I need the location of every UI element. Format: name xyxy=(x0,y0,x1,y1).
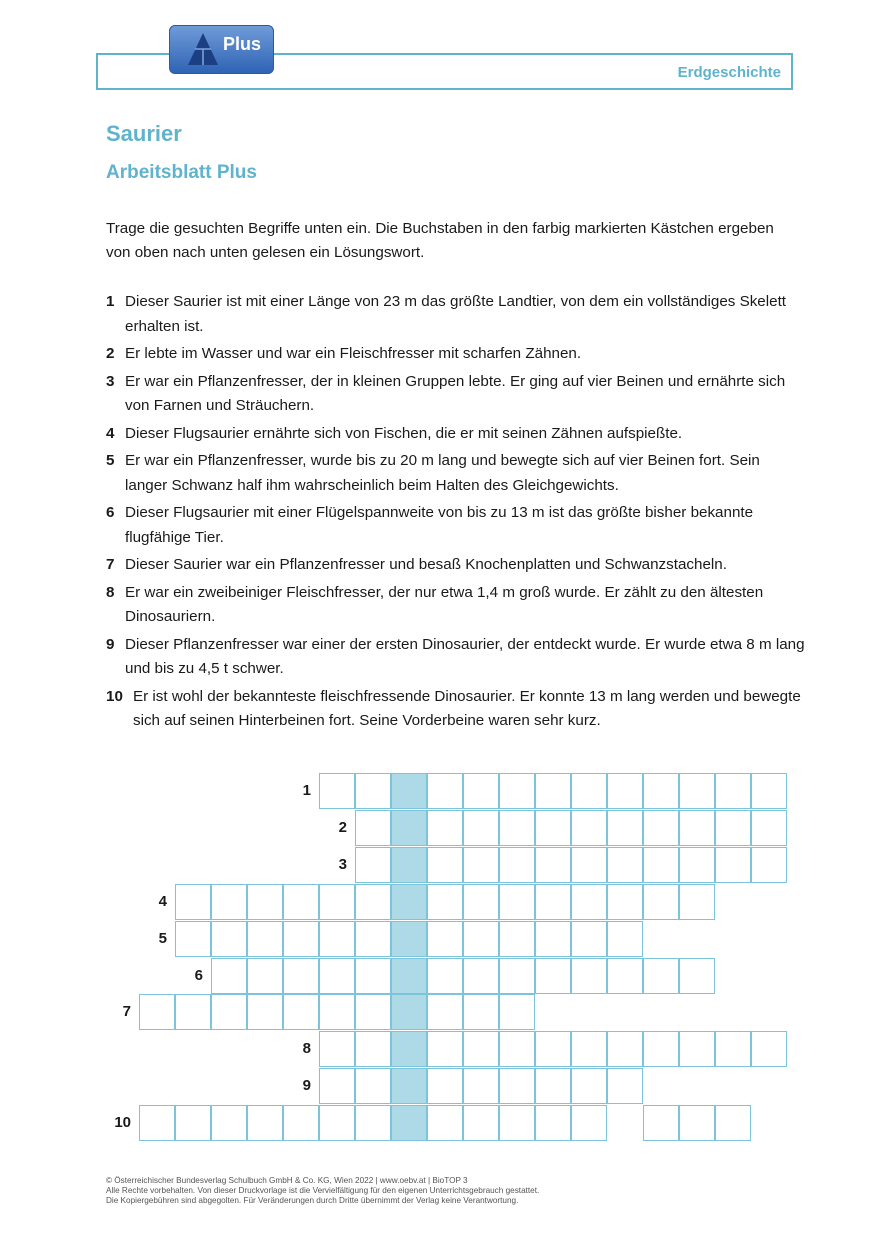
footer-copyright: © Österreichischer Bundesverlag Schulbuch GmbH & Co. KG, Wien 2022 | www.oebv.at | BioTOP 3 xyxy=(106,1176,468,1185)
letter-cell[interactable] xyxy=(463,810,499,846)
letter-cell[interactable] xyxy=(283,921,319,957)
letter-cell[interactable] xyxy=(463,921,499,957)
letter-cell[interactable] xyxy=(427,958,463,994)
letter-cell[interactable] xyxy=(319,1105,355,1141)
letter-cell[interactable] xyxy=(319,884,355,920)
letter-cell[interactable] xyxy=(463,1068,499,1104)
letter-cell[interactable] xyxy=(499,884,535,920)
intro-text: Trage die gesuchten Begriffe unten ein. Die Buchstaben in den farbig markierten Kästchen ergeben von oben nach unten gelesen ein Lösungswort. xyxy=(106,220,774,261)
letter-cell[interactable] xyxy=(319,773,355,809)
letter-cell[interactable] xyxy=(535,810,571,846)
letter-cell[interactable] xyxy=(139,994,175,1030)
clue-item xyxy=(106,342,806,367)
letter-cell[interactable] xyxy=(139,1105,175,1141)
letter-cell[interactable] xyxy=(571,773,607,809)
letter-cell[interactable] xyxy=(175,884,211,920)
letter-cell[interactable] xyxy=(535,884,571,920)
letter-cell[interactable] xyxy=(247,884,283,920)
clue-text: Dieser Flugsaurier ernährte sich von Fischen, die er mit seinen Zähnen aufspießte. xyxy=(125,424,683,442)
solution-cell[interactable] xyxy=(391,1105,427,1141)
letter-cell[interactable] xyxy=(355,921,391,957)
solution-cell[interactable] xyxy=(391,958,427,994)
letter-cell[interactable] xyxy=(319,1031,355,1067)
letter-cell[interactable] xyxy=(247,994,283,1030)
letter-cell[interactable] xyxy=(427,921,463,957)
solution-cell[interactable] xyxy=(391,847,427,883)
letter-cell[interactable] xyxy=(715,810,751,846)
crossword-grid xyxy=(0,773,890,1143)
clue-number: 8 xyxy=(106,583,115,601)
letter-cell[interactable] xyxy=(427,773,463,809)
letter-cell[interactable] xyxy=(427,994,463,1030)
letter-cell[interactable] xyxy=(427,1068,463,1104)
letter-cell[interactable] xyxy=(607,1068,643,1104)
letter-cell[interactable] xyxy=(643,1105,679,1141)
logo-text: Plus xyxy=(223,34,262,54)
solution-cell[interactable] xyxy=(391,810,427,846)
letter-cell[interactable] xyxy=(607,773,643,809)
letter-cell[interactable] xyxy=(499,994,535,1030)
letter-cell[interactable] xyxy=(427,1031,463,1067)
letter-cell[interactable] xyxy=(319,921,355,957)
letter-cell[interactable] xyxy=(643,884,679,920)
letter-cell[interactable] xyxy=(319,994,355,1030)
clue-number: 3 xyxy=(106,372,115,390)
letter-cell[interactable] xyxy=(571,921,607,957)
letter-cell[interactable] xyxy=(499,1068,535,1104)
letter-cell[interactable] xyxy=(283,1105,319,1141)
logo xyxy=(169,25,274,74)
letter-cell[interactable] xyxy=(211,994,247,1030)
solution-cell[interactable] xyxy=(391,994,427,1030)
letter-cell[interactable] xyxy=(499,773,535,809)
clue-item xyxy=(106,370,806,419)
letter-cell[interactable] xyxy=(463,884,499,920)
letter-cell[interactable] xyxy=(283,958,319,994)
letter-cell[interactable] xyxy=(427,810,463,846)
clue-item xyxy=(106,422,806,447)
letter-cell[interactable] xyxy=(679,884,715,920)
letter-cell[interactable] xyxy=(571,1105,607,1141)
row-number-1: 1 xyxy=(302,782,311,799)
clue-number: 7 xyxy=(106,556,115,573)
clue-item xyxy=(106,290,806,339)
letter-cell[interactable] xyxy=(463,958,499,994)
clue-number: 2 xyxy=(106,345,115,362)
letter-cell[interactable] xyxy=(247,921,283,957)
row-number-7: 7 xyxy=(122,1003,131,1020)
letter-cell[interactable] xyxy=(535,1105,571,1141)
letter-cell[interactable] xyxy=(499,1105,535,1141)
row-number-6: 6 xyxy=(194,967,203,984)
letter-cell[interactable] xyxy=(463,773,499,809)
letter-cell[interactable] xyxy=(679,773,715,809)
letter-cell[interactable] xyxy=(175,1105,211,1141)
clue-text: Er ist wohl der bekannteste fleischfressende Dinosaurier. Er konnte 13 m lang werden und bewegte sich auf seinen Hinterbeinen fort. Seine Vorderbeine waren sehr kurz. xyxy=(133,687,801,729)
letter-cell[interactable] xyxy=(463,1031,499,1067)
letter-cell[interactable] xyxy=(643,958,679,994)
footer-fees: Die Kopiergebühren sind abgegolten. Für Veränderungen durch Dritte übernimmt der Verlag keine Verantwortung. xyxy=(106,1196,519,1205)
letter-cell[interactable] xyxy=(571,884,607,920)
letter-cell[interactable] xyxy=(355,1068,391,1104)
clue-number: 9 xyxy=(106,635,115,653)
letter-cell[interactable] xyxy=(751,773,787,809)
footer xyxy=(106,1176,539,1206)
clue-text: Dieser Flugsaurier mit einer Flügelspannweite von bis zu 13 m ist das größte bisher bekannte flugfähige Tier. xyxy=(125,504,754,546)
letter-cell[interactable] xyxy=(535,958,571,994)
letter-cell[interactable] xyxy=(607,1031,643,1067)
letter-cell[interactable] xyxy=(499,847,535,883)
row-number-4: 4 xyxy=(158,893,167,910)
row-number-3: 3 xyxy=(338,856,347,873)
letter-cell[interactable] xyxy=(355,773,391,809)
letter-cell[interactable] xyxy=(499,921,535,957)
letter-cell[interactable] xyxy=(679,810,715,846)
clue-item xyxy=(106,501,806,550)
solution-cell[interactable] xyxy=(391,1068,427,1104)
clue-item xyxy=(106,449,806,498)
clue-item xyxy=(106,633,806,682)
letter-cell[interactable] xyxy=(571,958,607,994)
clue-text: Er war ein Pflanzenfresser, der in kleinen Gruppen lebte. Er ging auf vier Beinen und ernährte sich von Farnen und Sträuchern. xyxy=(125,372,786,414)
letter-cell[interactable] xyxy=(715,773,751,809)
letter-cell[interactable] xyxy=(319,958,355,994)
letter-cell[interactable] xyxy=(427,847,463,883)
letter-cell[interactable] xyxy=(355,958,391,994)
letter-cell[interactable] xyxy=(355,847,391,883)
letter-cell[interactable] xyxy=(319,1068,355,1104)
clue-number: 6 xyxy=(106,504,115,521)
letter-cell[interactable] xyxy=(571,847,607,883)
triangle-logo-icon xyxy=(186,31,220,67)
letter-cell[interactable] xyxy=(607,884,643,920)
letter-cell[interactable] xyxy=(499,810,535,846)
page-title: Saurier xyxy=(106,121,182,146)
letter-cell[interactable] xyxy=(427,1105,463,1141)
clue-item xyxy=(106,685,806,734)
letter-cell[interactable] xyxy=(751,810,787,846)
letter-cell[interactable] xyxy=(679,1105,715,1141)
letter-cell[interactable] xyxy=(751,1031,787,1067)
row-number-8: 8 xyxy=(302,1040,311,1057)
letter-cell[interactable] xyxy=(607,958,643,994)
solution-cell[interactable] xyxy=(391,1031,427,1067)
letter-cell[interactable] xyxy=(499,958,535,994)
letter-cell[interactable] xyxy=(355,1031,391,1067)
letter-cell[interactable] xyxy=(247,1105,283,1141)
letter-cell[interactable] xyxy=(715,847,751,883)
letter-cell[interactable] xyxy=(715,1105,751,1141)
letter-cell[interactable] xyxy=(355,810,391,846)
clue-number: 10 xyxy=(106,687,123,705)
clue-number: 1 xyxy=(106,293,115,310)
letter-cell[interactable] xyxy=(607,921,643,957)
row-number-9: 9 xyxy=(302,1077,311,1094)
letter-cell[interactable] xyxy=(463,847,499,883)
letter-cell[interactable] xyxy=(607,810,643,846)
letter-cell[interactable] xyxy=(643,1031,679,1067)
letter-cell[interactable] xyxy=(355,1105,391,1141)
letter-cell[interactable] xyxy=(355,884,391,920)
clue-number: 5 xyxy=(106,452,115,469)
letter-cell[interactable] xyxy=(247,958,283,994)
letter-cell[interactable] xyxy=(535,773,571,809)
solution-cell[interactable] xyxy=(391,884,427,920)
page-subtitle: Arbeitsblatt Plus xyxy=(106,162,257,183)
letter-cell[interactable] xyxy=(535,921,571,957)
letter-cell[interactable] xyxy=(643,773,679,809)
clue-list xyxy=(106,290,806,737)
row-number-5: 5 xyxy=(158,930,167,947)
letter-cell[interactable] xyxy=(211,884,247,920)
letter-cell[interactable] xyxy=(535,1031,571,1067)
letter-cell[interactable] xyxy=(175,921,211,957)
solution-cell[interactable] xyxy=(391,921,427,957)
letter-cell[interactable] xyxy=(643,810,679,846)
clue-item xyxy=(106,581,806,630)
clue-text: Er war ein zweibeiniger Fleischfresser, der nur etwa 1,4 m groß wurde. Er zählt zu den ältesten Dinosauriern. xyxy=(125,583,764,625)
letter-cell[interactable] xyxy=(427,884,463,920)
letter-cell[interactable] xyxy=(715,1031,751,1067)
clue-text: Dieser Saurier war ein Pflanzenfresser und besaß Knochenplatten und Schwanzstacheln. xyxy=(125,556,727,573)
section-label: Erdgeschichte xyxy=(677,64,781,81)
letter-cell[interactable] xyxy=(679,847,715,883)
letter-cell[interactable] xyxy=(535,1068,571,1104)
letter-cell[interactable] xyxy=(211,1105,247,1141)
solution-cell[interactable] xyxy=(391,773,427,809)
letter-cell[interactable] xyxy=(571,1068,607,1104)
letter-cell[interactable] xyxy=(535,847,571,883)
letter-cell[interactable] xyxy=(463,994,499,1030)
letter-cell[interactable] xyxy=(607,847,643,883)
letter-cell[interactable] xyxy=(679,1031,715,1067)
letter-cell[interactable] xyxy=(283,994,319,1030)
clue-number: 4 xyxy=(106,424,115,442)
clue-text: Dieser Pflanzenfresser war einer der ersten Dinosaurier, der entdeckt wurde. Er wurde etwa 8 m lang und bis zu 4,5 t schwer. xyxy=(125,635,805,677)
footer-rights: Alle Rechte vorbehalten. Von dieser Druckvorlage ist die Vervielfältigung für den eigenen Unterrichtsgebrauch gestattet. xyxy=(106,1186,540,1195)
letter-cell[interactable] xyxy=(283,884,319,920)
clue-text: Dieser Saurier ist mit einer Länge von 23 m das größte Landtier, von dem ein vollständiges Skelett erhalten ist. xyxy=(125,293,787,335)
letter-cell[interactable] xyxy=(355,994,391,1030)
clue-item xyxy=(106,553,806,578)
clue-text: Er lebte im Wasser und war ein Fleischfresser mit scharfen Zähnen. xyxy=(125,345,582,362)
letter-cell[interactable] xyxy=(571,1031,607,1067)
letter-cell[interactable] xyxy=(211,921,247,957)
letter-cell[interactable] xyxy=(211,958,247,994)
letter-cell[interactable] xyxy=(679,958,715,994)
letter-cell[interactable] xyxy=(463,1105,499,1141)
row-number-2: 2 xyxy=(338,819,347,836)
letter-cell[interactable] xyxy=(175,994,211,1030)
row-number-10: 10 xyxy=(114,1114,131,1131)
letter-cell[interactable] xyxy=(499,1031,535,1067)
letter-cell[interactable] xyxy=(643,847,679,883)
clue-text: Er war ein Pflanzenfresser, wurde bis zu 20 m lang und bewegte sich auf vier Beinen fort. Sein langer Schwanz half ihm wahrscheinlich beim Halten des Gleichgewichts. xyxy=(125,452,760,494)
letter-cell[interactable] xyxy=(751,847,787,883)
letter-cell[interactable] xyxy=(571,810,607,846)
